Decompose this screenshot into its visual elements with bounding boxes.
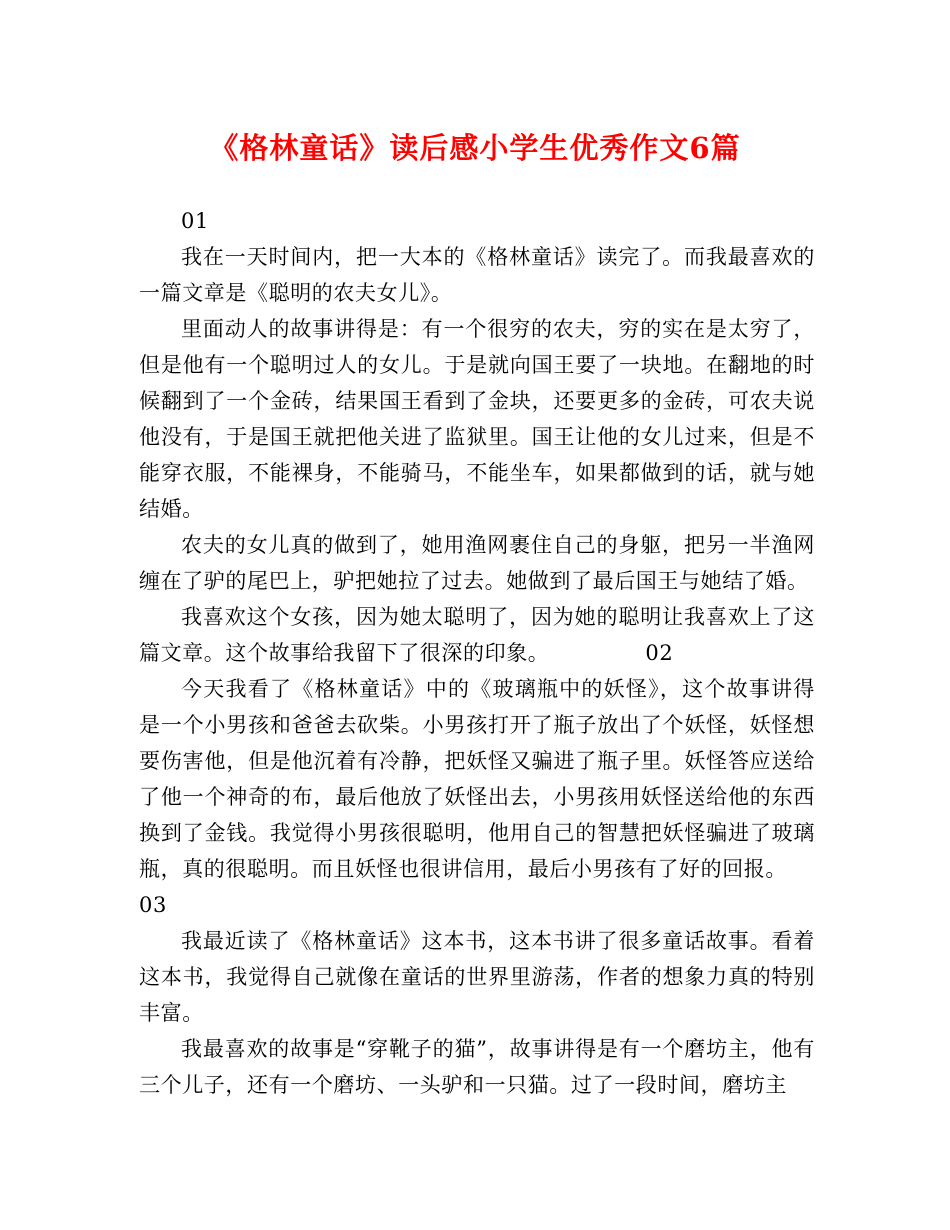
document-title: 《格林童话》读后感小学生优秀作文6篇 (209, 131, 741, 165)
paragraph: 我在一天时间内，把一大本的《格林童话》读完了。而我最喜欢的一篇文章是《聪明的农夫女儿》。 (139, 245, 815, 305)
paragraph: 里面动人的故事讲得是：有一个很穷的农夫，穷的实在是太穷了，但是他有一个聪明过人的女儿。于是就向国王要了一块地。在翻地的时候翻到了一个金砖，结果国王看到了金块，还要更多的金砖，可农夫说他没有，于是国王就把他关进了监狱里。国王让他的女儿过来，但是不能穿衣服，不能裸身，不能骑马，不能坐车，如果都做到的话，就与她结婚。 (139, 317, 815, 521)
paragraph: 我最喜欢的故事是“穿靴子的猫”，故事讲得是有一个磨坊主，他有三个儿子，还有一个磨坊、一头驴和一只猫。过了一段时间，磨坊主 (139, 1037, 815, 1097)
section-number: 03 (139, 893, 167, 917)
section-number: 01 (181, 209, 209, 233)
paragraph (139, 599, 815, 671)
section-number: 02 (645, 641, 674, 665)
paragraph: 今天我看了《格林童话》中的《玻璃瓶中的妖怪》，这个故事讲得是一个小男孩和爸爸去砍柴。小男孩打开了瓶子放出了个妖怪，妖怪想要伤害他，但是他沉着有冷静，把妖怪又骗进了瓶子里。妖怪答应送给了他一个神奇的布，最后他放了妖怪出去，小男孩用妖怪送给他的东西换到了金钱。我觉得小男孩很聪明，他用自己的智慧把妖怪骗进了玻璃瓶，真的很聪明。而且妖怪也很讲信用，最后小男孩有了好的回报。 (139, 677, 815, 881)
document-body (139, 203, 815, 1103)
paragraph-text: 我喜欢这个女孩，因为她太聪明了，因为她的聪明让我喜欢上了这篇文章。这个故事给我留下了很深的印象。 (139, 605, 815, 665)
paragraph: 农夫的女儿真的做到了，她用渔网裹住自己的身躯，把另一半渔网缠在了驴的尾巴上，驴把她拉了过去。她做到了最后国王与她结了婚。 (139, 533, 815, 593)
paragraph: 我最近读了《格林童话》这本书，这本书讲了很多童话故事。看着这本书，我觉得自己就像在童话的世界里游荡，作者的想象力真的特别丰富。 (139, 929, 815, 1025)
